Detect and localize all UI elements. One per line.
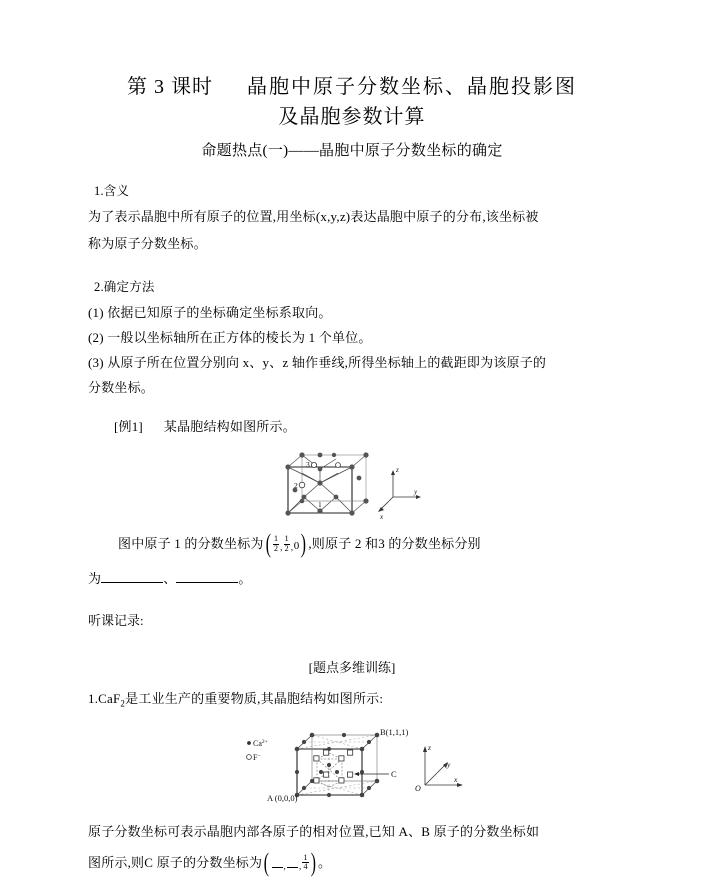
axis-label-y: y xyxy=(413,488,417,496)
answer-line2-sep: 、 xyxy=(163,571,177,587)
example-1-lead xyxy=(88,414,616,439)
fraction-z-quarter: $\frac{1}{4}$ xyxy=(303,852,308,872)
section-2-step-3-line1: (3) 从原子所在位置分别向 x、y、z 轴作垂线,所得坐标轴上的截距即为该原子的 xyxy=(88,355,547,370)
axis-label-y-2: y xyxy=(447,759,451,769)
axis-label-x-2: x xyxy=(454,774,458,784)
title-lesson-number: 第 3 课时 xyxy=(127,76,213,98)
question-1-formula-prefix: 1.CaF xyxy=(88,691,121,707)
legend-cation-label: $Ca^{2+}$ xyxy=(253,738,268,748)
answer-line2-suffix: 。 xyxy=(238,571,252,587)
section-2-step-3-line2: 分数坐标。 xyxy=(88,380,155,395)
page-content xyxy=(88,72,616,877)
label-c-arrow xyxy=(354,772,389,776)
coord-sep-1: , xyxy=(280,542,283,553)
section-2-heading: 2.确定方法 xyxy=(94,280,155,294)
caf2-unit-cell-diagram xyxy=(237,723,467,811)
drill-answer-suffix: 。 xyxy=(318,854,332,870)
unit-cell-diagram xyxy=(280,445,425,525)
example-1-text: 某晶胞结构如图所示。 xyxy=(163,419,296,434)
figure-legend xyxy=(247,739,268,762)
drill-answer-prefix: 图所示,则C 原子的分数坐标为 xyxy=(88,854,263,870)
page-subtitle: 命题热点(一)——晶胞中原子分数坐标的确定 xyxy=(201,143,503,159)
lecture-note-label: 听课记录: xyxy=(88,613,144,629)
section-2-step-1: (1) 依据已知原子的坐标确定坐标系取向。 xyxy=(88,305,332,320)
example-1-answer-suffix: ,则原子 2 和3 的分数坐标分别 xyxy=(308,536,481,551)
spacer xyxy=(88,258,616,268)
example-1-figure xyxy=(88,445,616,525)
coord-blank-x[interactable] xyxy=(272,856,283,868)
paren-open-2: ( xyxy=(263,847,270,877)
answer-blank-1[interactable] xyxy=(101,570,163,583)
section-1-heading: 1.含义 xyxy=(94,184,130,198)
label-point-b: B(1,1,1) xyxy=(380,726,409,737)
section-1-paragraph-line2: 称为原子分数坐标。 xyxy=(88,236,207,251)
example-1-answer-line2 xyxy=(88,564,616,594)
axis-label-z-2: z xyxy=(428,742,431,752)
example-1-label: [例1] xyxy=(114,419,143,434)
legend-anion-label: F− xyxy=(253,752,261,762)
coord-sep-2: , xyxy=(290,542,294,553)
fraction-y: $\frac{1}{2}$ xyxy=(284,534,289,553)
paren-close: ) xyxy=(301,529,307,559)
axis-label-x: x xyxy=(379,513,383,521)
question-1-formula-sub: 2 xyxy=(120,698,126,709)
paren-close-2: ) xyxy=(310,847,317,877)
atom-label-1: 1 xyxy=(317,500,322,509)
coordinate-triple-atom-c xyxy=(262,848,318,877)
section-1-paragraph-line1: 为了表示晶胞中所有原子的位置,用坐标(x,y,z)表达晶胞中原子的分布,该坐标被 xyxy=(88,209,539,224)
axis-label-z: z xyxy=(395,466,399,474)
section-2-step-2: (2) 一般以坐标轴所在正方体的棱长为 1 个单位。 xyxy=(88,330,372,345)
fraction-x: $\frac{1}{2}$ xyxy=(273,534,279,553)
coordinate-triple-atom1 xyxy=(264,529,309,559)
drill-answer-line1: 原子分数坐标可表示晶胞内部各原子的相对位置,已知 A、B 原子的分数坐标如 xyxy=(88,823,540,839)
axis-origin-label: O xyxy=(415,783,421,793)
question-1-rest: 是工业生产的重要物质,其晶胞结构如图所示: xyxy=(125,691,384,707)
answer-line2-prefix: 为 xyxy=(88,571,102,587)
label-point-a: A (0,0,0) xyxy=(267,792,298,803)
drill-section-heading: [题点多维训练] xyxy=(308,660,396,676)
example-1-answer-line1 xyxy=(88,529,616,560)
coord-blank-y[interactable] xyxy=(287,856,298,868)
drill-answer-line2 xyxy=(88,848,616,877)
drill-question-1 xyxy=(88,686,616,717)
coord-z-value: 0 xyxy=(293,540,300,553)
example-1-answer-prefix: 图中原子 1 的分数坐标为 xyxy=(118,536,264,551)
drill-question-1-figure xyxy=(88,723,616,811)
paren-open: ( xyxy=(265,529,271,559)
atom-label-2: 2 xyxy=(293,481,298,490)
label-point-c: C xyxy=(391,768,397,779)
coord-sep-3: , xyxy=(283,860,286,871)
answer-blank-2[interactable] xyxy=(176,570,238,583)
atom-label-3: 3 xyxy=(305,460,310,469)
coord-sep-4: , xyxy=(298,860,302,871)
page-title-line1 xyxy=(88,72,616,102)
title-lesson-topic: 晶胞中原子分数坐标、晶胞投影图 xyxy=(247,76,577,98)
page-title-line2: 及晶胞参数计算 xyxy=(278,106,426,128)
